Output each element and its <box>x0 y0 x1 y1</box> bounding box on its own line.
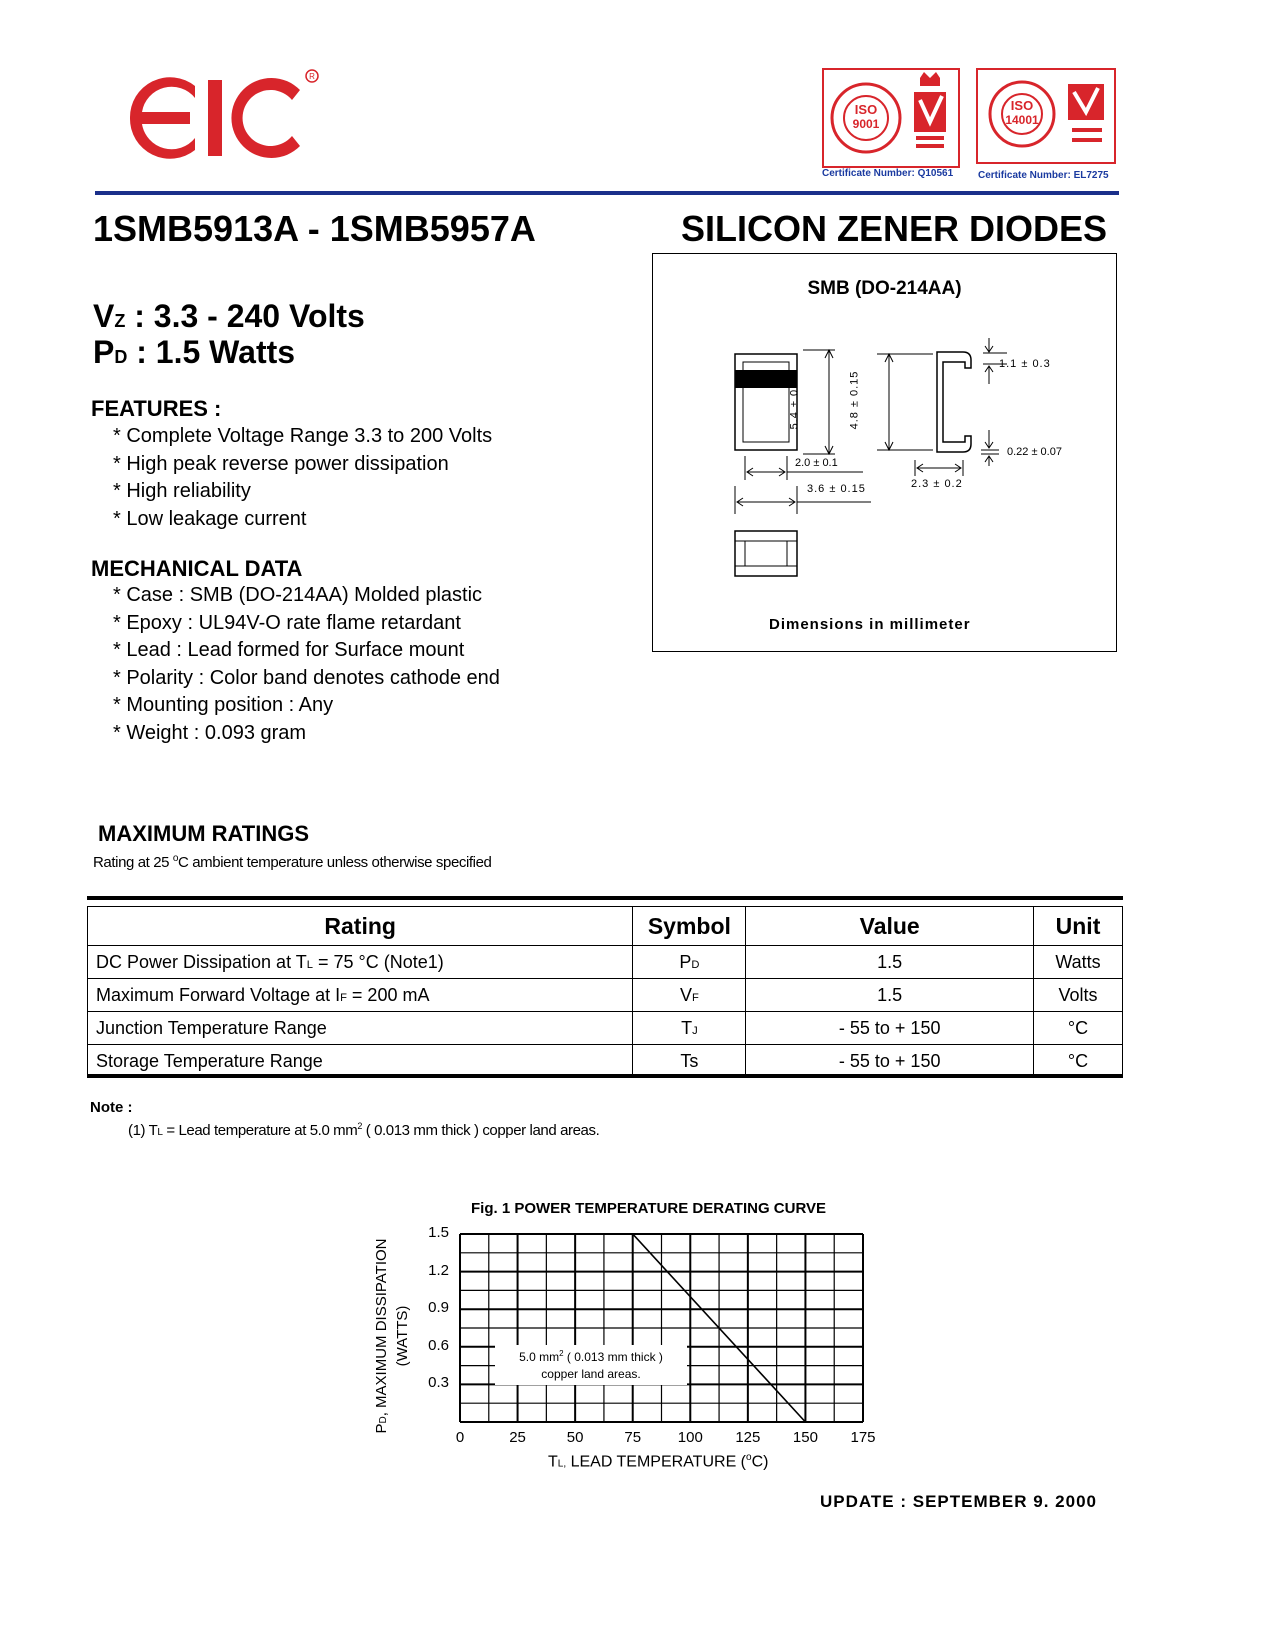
x-tick-label: 50 <box>566 1429 584 1446</box>
feature-item: * Complete Voltage Range 3.3 to 200 Volts <box>113 425 493 447</box>
mechanical-item: * Lead : Lead formed for Surface mount <box>113 639 465 661</box>
value-cell: - 55 to + 150 <box>746 1045 1034 1078</box>
part-range-title: 1SMB5913A - 1SMB5957A <box>93 208 536 249</box>
y-tick-label: 0.9 <box>428 1299 449 1317</box>
rating-cell: DC Power Dissipation at TL = 75 °C (Note1) <box>88 946 633 979</box>
svg-text:ISO: ISO <box>854 102 878 117</box>
col-header-value: Value <box>746 907 1034 946</box>
vz-spec: VZ : 3.3 - 240 Volts <box>93 298 365 334</box>
feature-item: * High reliability <box>113 480 251 502</box>
value-cell: - 55 to + 150 <box>746 1012 1034 1045</box>
svg-text:ISO: ISO <box>1010 98 1034 113</box>
dim-lead-thick-label: 1.1 ± 0.3 <box>999 358 1051 370</box>
svg-text:9001: 9001 <box>852 117 880 131</box>
chart-title: Fig. 1 POWER TEMPERATURE DERATING CURVE <box>471 1200 827 1217</box>
x-tick-label: 125 <box>735 1429 761 1446</box>
dim-foot-label: 0.22 ± 0.07 <box>1007 446 1062 458</box>
y-axis-label: PD, MAXIMUM DISSIPATION (WATTS) <box>373 1238 411 1434</box>
x-tick-label: 150 <box>792 1429 818 1446</box>
pd-spec: PD : 1.5 Watts <box>93 334 296 370</box>
x-tick-label: 175 <box>850 1429 876 1446</box>
x-tick-label: 100 <box>677 1429 703 1446</box>
symbol-cell: Ts <box>633 1045 746 1078</box>
note-line: (1) TL = Lead temperature at 5.0 $mm^2$ ( 0.013 mm thick ) copper land areas. <box>128 1121 600 1139</box>
unit-cell: °C <box>1034 1012 1123 1045</box>
features-heading: FEATURES : <box>91 396 222 421</box>
rating-cell: Maximum Forward Voltage at IF = 200 mA <box>88 979 633 1012</box>
feature-item: * High peak reverse power dissipation <box>113 452 449 475</box>
value-cell: 1.5 <box>746 946 1034 979</box>
rating-cell: Junction Temperature Range <box>88 1012 633 1045</box>
dim-side-label: 2.3 ± 0.2 <box>911 478 963 490</box>
x-tick-label: 0 <box>455 1429 465 1446</box>
symbol-cell: VF <box>633 979 746 1012</box>
product-title: SILICON ZENER DIODES <box>681 208 1108 249</box>
mechanical-item: * Weight : 0.093 gram <box>113 721 307 744</box>
x-tick-label: 75 <box>624 1429 642 1446</box>
y-tick-label: 1.5 <box>428 1224 449 1241</box>
cert-number-1: Certificate Number: Q10561 <box>822 168 954 179</box>
package-title: SMB (DO-214AA) <box>807 278 962 299</box>
chart-annotation-box <box>495 1345 687 1385</box>
update-date: UPDATE : SEPTEMBER 9. 2000 <box>820 1492 1097 1511</box>
unit-cell: °C <box>1034 1045 1123 1078</box>
dim-height2-label: 4.8 ± 0.15 <box>848 370 861 430</box>
symbol-cell: PD <box>633 946 746 979</box>
col-header-unit: Unit <box>1034 907 1123 946</box>
mechanical-item: * Epoxy : UL94V-O rate flame retardant <box>113 611 461 634</box>
symbol-cell: TJ <box>633 1012 746 1045</box>
dimensions-footer: Dimensions in millimeter <box>769 616 971 633</box>
x-tick-label: 25 <box>509 1429 526 1446</box>
ratings-heading: MAXIMUM RATINGS <box>98 821 310 846</box>
mechanical-item: * Case : SMB (DO-214AA) Molded plastic <box>113 584 483 606</box>
col-header-rating: Rating <box>88 907 633 946</box>
dim-height-label: 5.4 ± 0.15 <box>788 370 801 430</box>
y-tick-label: 1.2 <box>428 1261 449 1279</box>
col-header-symbol: Symbol <box>633 907 746 946</box>
x-axis-label: TL, LEAD TEMPERATURE ($^o$C) <box>548 1452 769 1471</box>
ratings-subtitle: Rating at 25 $^o$C ambient temperature unless otherwise specified <box>93 853 492 871</box>
value-cell: 1.5 <box>746 979 1034 1012</box>
mechanical-item: * Mounting position : Any <box>113 694 334 716</box>
rating-cell: Storage Temperature Range <box>88 1045 633 1078</box>
unit-cell: Volts <box>1034 979 1123 1012</box>
svg-text:14001: 14001 <box>1005 113 1039 127</box>
unit-cell: Watts <box>1034 946 1123 979</box>
y-tick-label: 0.3 <box>428 1374 449 1392</box>
svg-text:R: R <box>309 72 315 81</box>
mechanical-heading: MECHANICAL DATA <box>91 556 303 581</box>
feature-item: * Low leakage current <box>113 507 307 530</box>
annotation-line-1: 5.0 $mm^2$ ( 0.013 mm thick ) <box>519 1349 663 1364</box>
dim-width-label: 3.6 ± 0.15 <box>807 483 866 495</box>
note-heading: Note : <box>90 1099 133 1116</box>
cert-number-2: Certificate Number: EL7275 <box>978 170 1109 181</box>
annotation-line-2: copper land areas. <box>541 1367 641 1381</box>
y-tick-label: 0.6 <box>428 1336 449 1354</box>
dim-band-label: 2.0 ± 0.1 <box>795 457 838 469</box>
mechanical-item: * Polarity : Color band denotes cathode end <box>113 666 500 689</box>
